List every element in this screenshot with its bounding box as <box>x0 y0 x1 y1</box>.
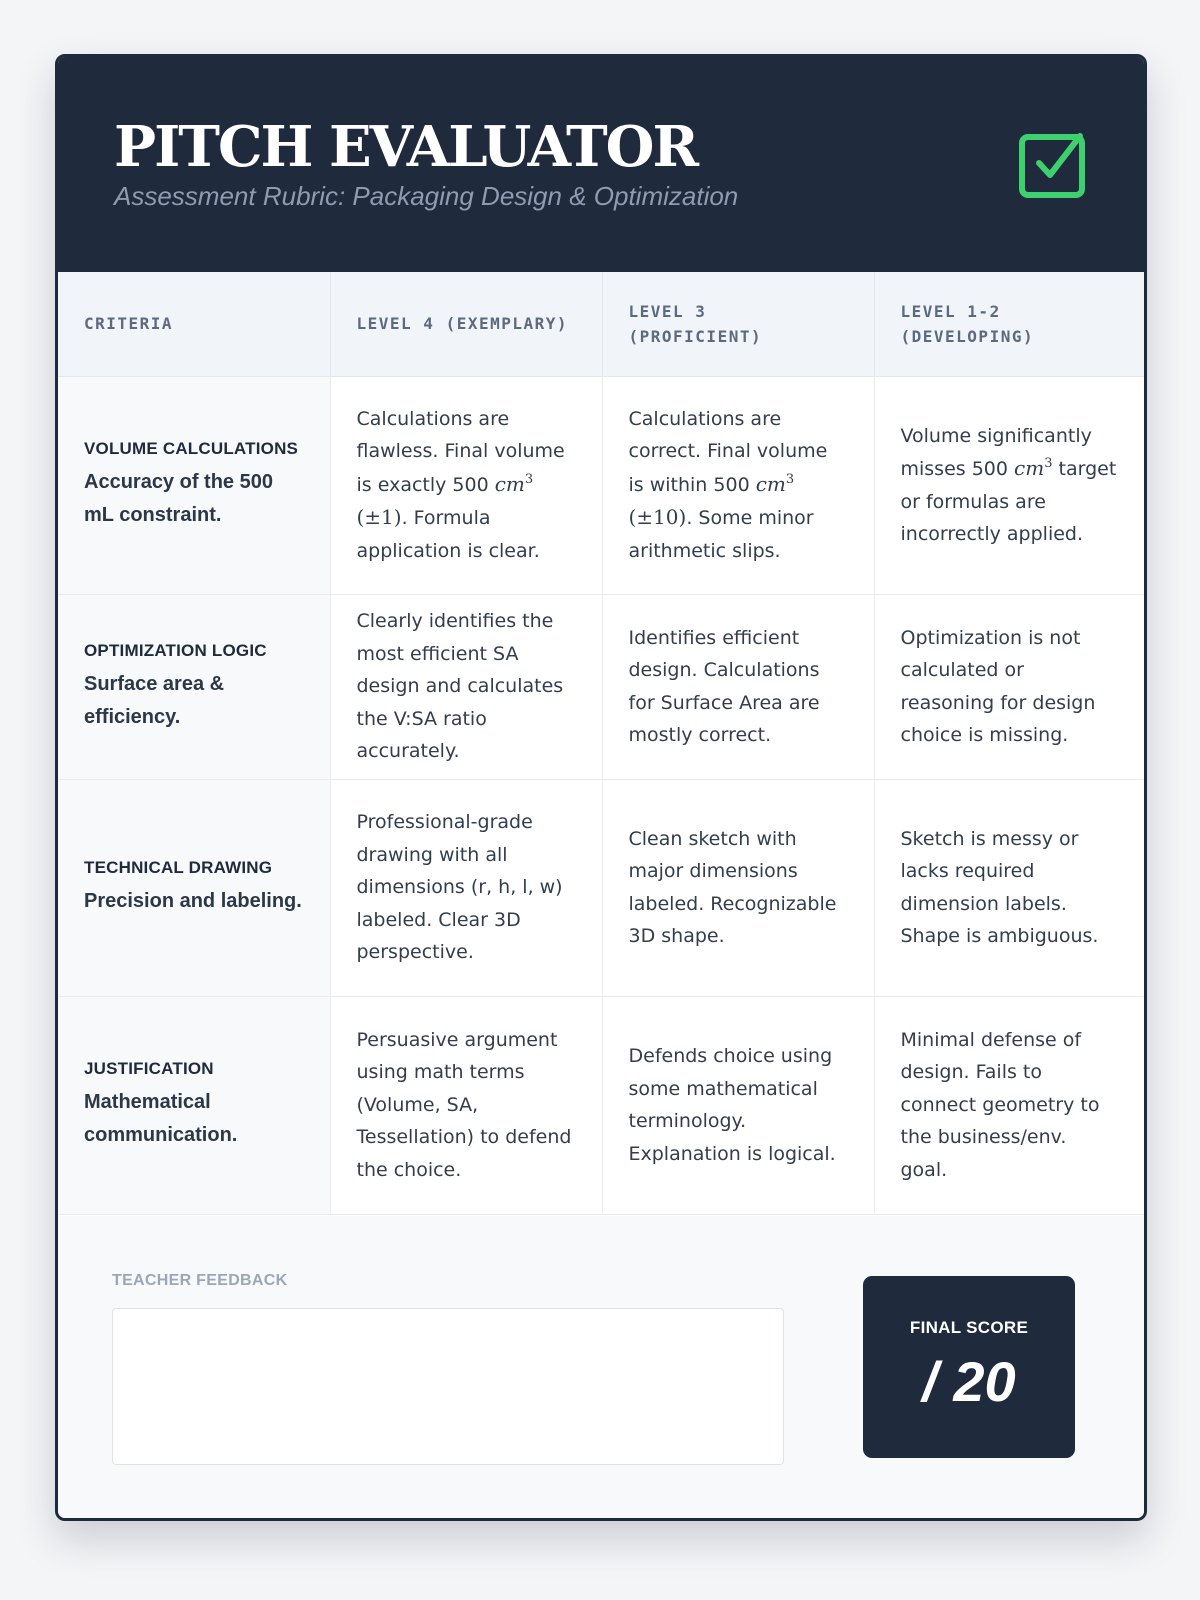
criterion-name: OPTIMIZATION LOGIC <box>84 640 267 660</box>
level-3-cell: Identifies efficient design. Calculations for Surface Area are mostly correct. <box>602 594 874 779</box>
criterion-description: Precision and labeling. <box>84 890 302 912</box>
level-4-cell: Calculations are flawless. Final volume is exactly 500 $cm^3$ (±1). Formula application is clear. <box>330 376 602 594</box>
level-3-cell: Defends choice using some mathematical terminology. Explanation is logical. <box>602 996 874 1214</box>
footer <box>58 1216 1144 1518</box>
page-title: PITCH EVALUATOR <box>114 114 697 180</box>
criterion-cell <box>58 779 330 996</box>
criterion-cell <box>58 594 330 779</box>
level-1-2-cell: Optimization is not calculated or reasoning for design choice is missing. <box>874 594 1144 779</box>
table-row <box>58 779 1144 996</box>
level-1-2-cell: Minimal defense of design. Fails to connect geometry to the business/env. goal. <box>874 996 1144 1214</box>
criterion-description: Accuracy of the 500 mL constraint. <box>84 471 273 526</box>
rubric-card <box>55 54 1147 1521</box>
level-4-cell: Clearly identifies the most efficient SA design and calculates the V:SA ratio accurately. <box>330 594 602 779</box>
column-header-level-4: LEVEL 4 (EXEMPLARY) <box>330 272 602 376</box>
criterion-description: Mathematical communication. <box>84 1091 238 1146</box>
level-4-cell: Persuasive argument using math terms (Volume, SA, Tessellation) to defend the choice. <box>330 996 602 1214</box>
criterion-cell <box>58 996 330 1214</box>
page-subtitle: Assessment Rubric: Packaging Design & Optimization <box>114 181 739 211</box>
level-3-cell: Calculations are correct. Final volume is within 500 $cm^3$ (±10). Some minor arithmetic slips. <box>602 376 874 594</box>
column-header-level-3: LEVEL 3 (PROFICIENT) <box>602 272 874 376</box>
criterion-cell <box>58 376 330 594</box>
rubric-table <box>58 272 1144 1215</box>
criterion-name: JUSTIFICATION <box>84 1059 214 1078</box>
final-score-label: FINAL SCORE <box>909 1318 1029 1337</box>
teacher-feedback-input[interactable] <box>112 1308 784 1465</box>
checkbox-checked-icon <box>1018 131 1088 199</box>
final-score-box <box>863 1276 1075 1458</box>
table-row <box>58 376 1144 594</box>
criterion-description: Surface area & efficiency. <box>84 672 225 728</box>
table-row <box>58 996 1144 1214</box>
table-row <box>58 594 1144 779</box>
column-header-level-1-2: LEVEL 1-2 (DEVELOPING) <box>874 272 1144 376</box>
table-header-row <box>58 272 1144 376</box>
level-4-cell: Professional-grade drawing with all dimensions (r, h, l, w) labeled. Clear 3D perspective. <box>330 779 602 996</box>
level-3-cell: Clean sketch with major dimensions labeled. Recognizable 3D shape. <box>602 779 874 996</box>
criterion-name: TECHNICAL DRAWING <box>84 858 273 877</box>
final-score-value[interactable]: / 20 <box>922 1350 1016 1413</box>
level-1-2-cell: Volume significantly misses 500 $cm^3$ target or formulas are incorrectly applied. <box>874 376 1144 594</box>
teacher-feedback-label: TEACHER FEEDBACK <box>112 1272 288 1289</box>
criterion-name: VOLUME CALCULATIONS <box>84 439 299 458</box>
column-header-criteria: CRITERIA <box>58 272 330 376</box>
header <box>58 57 1144 272</box>
level-1-2-cell: Sketch is messy or lacks required dimension labels. Shape is ambiguous. <box>874 779 1144 996</box>
